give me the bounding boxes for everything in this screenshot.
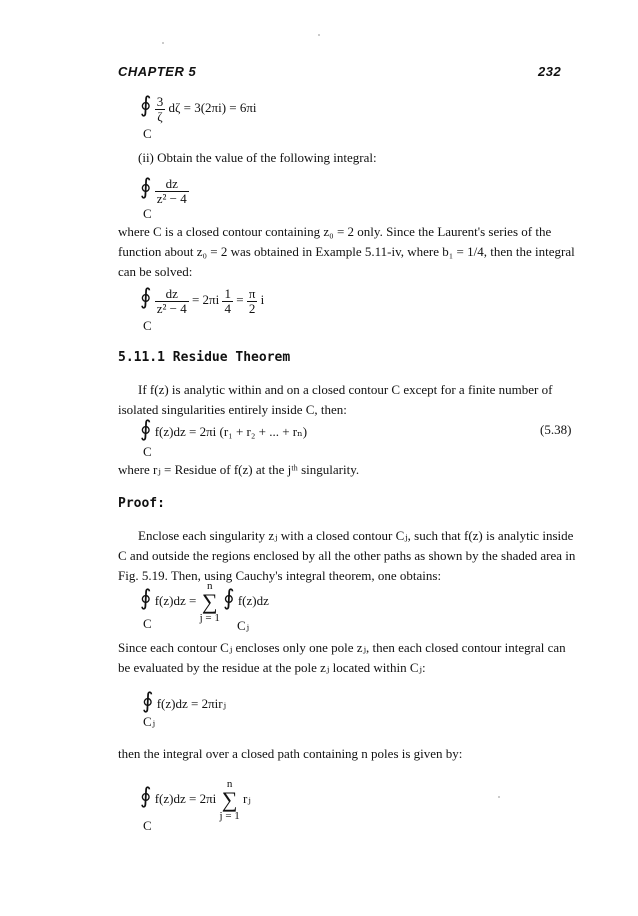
contour-integral-icon: ∮ bbox=[140, 174, 152, 199]
sigma-icon: ∑ bbox=[221, 787, 238, 812]
chapter-header: CHAPTER 5 bbox=[118, 64, 197, 79]
item-ii: (ii) Obtain the value of the following integral: bbox=[138, 150, 377, 165]
summation: n ∑ j = 1 bbox=[199, 580, 220, 624]
equation-residue: ∮ f(z)dz = 2πi (r₁ + r₂ + ... + rₙ) bbox=[140, 416, 308, 441]
equation-value: = 3(2πi) = 6πi bbox=[183, 100, 257, 115]
contour-integral-icon: ∮ bbox=[223, 584, 235, 610]
proof-heading: Proof: bbox=[118, 496, 165, 511]
contour-label: C bbox=[143, 206, 152, 221]
contour-label: C bbox=[143, 318, 152, 333]
sigma-icon: ∑ bbox=[201, 589, 218, 614]
scan-speck bbox=[498, 796, 500, 798]
fraction: $\frac{1}{4}$ bbox=[224, 285, 231, 316]
contour-integral-icon: ∮ bbox=[140, 584, 152, 610]
equation-pole: ∮ f(z)dz = 2πirⱼ bbox=[142, 688, 227, 713]
paragraph-enclose: Enclose each singularity zⱼ with a closed contour Cⱼ, such that f(z) is analytic inside C and outside the regions enclosed by all the other paths as shown by the shaded area in Fig. 5.19. Then, using Cauchy's integral theorem, one obtains: bbox=[118, 528, 576, 583]
equation-integral bbox=[140, 176, 189, 206]
paragraph-where: where rⱼ = Residue of f(z) at the jᵗʰ singularity. bbox=[118, 462, 360, 477]
paragraph-laurent: where C is a closed contour containing z₀ = 2 only. Since the Laurent's series of the function about z₀ = 2 was obtained in Example 5.11-iv, where b₁ = 1/4, then the integral can be solved: bbox=[118, 224, 575, 279]
equation-sum: ∮ f(z)dz = n ∑ j = 1 ∮ f(z)dz bbox=[140, 580, 269, 624]
fraction: $\frac{dz}{\text{z² − 4}}$ bbox=[156, 175, 187, 206]
section-title: 5.11.1 Residue Theorem bbox=[118, 350, 291, 365]
contour-label: Cⱼ bbox=[143, 714, 156, 729]
scan-speck bbox=[162, 42, 164, 44]
contour-label: C bbox=[143, 126, 152, 141]
summation: n ∑ j = 1 bbox=[219, 778, 240, 822]
paragraph-each: Since each contour Cⱼ encloses only one pole zⱼ, then each closed contour integral can be evaluated by the residue at the pole zⱼ located within Cⱼ: bbox=[118, 640, 566, 675]
fraction: $\frac{dz}{\text{z² − 4}}$ bbox=[156, 285, 187, 316]
contour-integral-icon: ∮ bbox=[140, 284, 152, 309]
contour-label: C bbox=[143, 818, 152, 833]
paragraph-theorem: If f(z) is analytic within and on a closed contour C except for a finite number of isolated singularities entirely inside C, then: bbox=[118, 382, 553, 417]
contour-integral-icon: ∮ bbox=[142, 688, 154, 713]
scan-speck bbox=[318, 34, 320, 36]
page-number: 232 bbox=[538, 64, 562, 79]
equation-intro: ∮ $\frac{3}{\zeta}$ dζ = 3(2πi) = 6πi bbox=[140, 92, 257, 124]
contour-label: C bbox=[143, 444, 152, 459]
contour-integral-icon: ∮ bbox=[140, 782, 152, 808]
contour-label: C bbox=[143, 616, 152, 631]
contour-integral-icon: ∮ bbox=[140, 416, 152, 441]
fraction: $\frac{3}{\zeta}$ bbox=[156, 93, 164, 124]
equation-label: (5.38) bbox=[540, 422, 572, 437]
equation-solution: ∮ $\frac{dz}{\text{z² − 4}}$ = 2πi $\frac{1}{4}$ = $\frac{\pi}{2}$ i bbox=[140, 284, 265, 316]
contour-integral-icon: ∮ bbox=[140, 92, 152, 117]
equation-final: ∮ f(z)dz = 2πi n ∑ j = 1 rⱼ bbox=[140, 778, 251, 822]
subcontour-label: Cⱼ bbox=[237, 618, 250, 633]
paragraph-then: then the integral over a closed path containing n poles is given by: bbox=[118, 746, 463, 761]
fraction: $\frac{\pi}{2}$ bbox=[248, 285, 256, 316]
